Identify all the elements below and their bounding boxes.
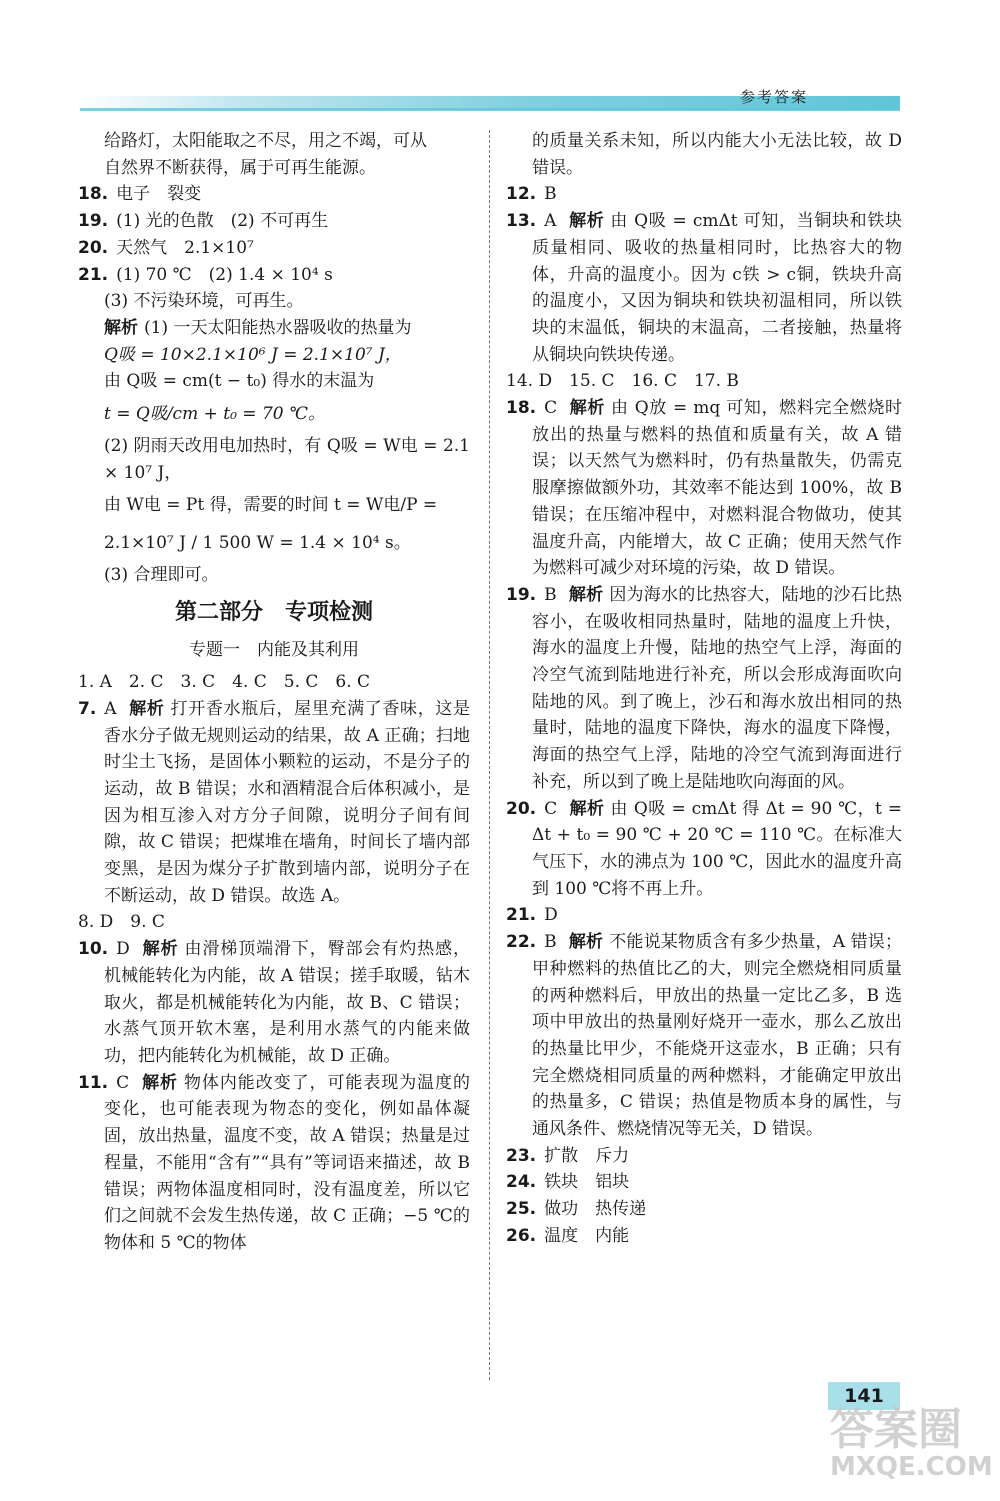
answer-18: 18. 电子 裂变 — [78, 184, 202, 205]
formula-line: 2.1×10⁷ J / 1 500 W = 1.4 × 10⁴ s。 — [104, 533, 411, 554]
answer-22: 22. B 解析 不能说某物质含有多少热量，A 错误；甲种燃料的热值比乙的大，则完全燃烧相同质量的两种燃料后，甲放出的热量一定比乙多，B 选项中甲放出的热量刚好烧开一壶水，那么乙放出的热量比甲少，不能烧开这壶水，B 正确；只有完全燃烧相同质量的两种燃料，才能确定甲放出的热量多，C 错误；热值是物质本身的属性，与通风条件、燃烧情况等无关，D 错误。 — [506, 932, 903, 1140]
answers-8-9: 8. D 9. C — [78, 912, 165, 933]
header-decor-line — [80, 108, 900, 111]
answer-20: 20. C 解析 由 Q吸 = cmΔt 得 Δt = 90 ℃，t = Δt + t₀ = 90 ℃ + 20 ℃ = 110 ℃。在标准大气压下，水的沸点为 100 ℃，因此水的温度升高到 100 ℃将不再上升。 — [506, 798, 902, 899]
answer-7: 7. A 解析 打开香水瓶后，屋里充满了香味，这是香水分子做无规则运动的结果，故 A 正确；扫地时尘土飞扬，是固体小颗粒的运动，不是分子的运动，故 B 错误；水和酒精混合后体积减小，是因为相互渗入对方分子间隙，说明分子间有间隙，故 C 错误；把煤堆在墙角，时间长了墙内部变黑，是因为煤分子扩散到墙内部，说明分子在不断运动，故 D 错误。故选 A。 — [78, 698, 471, 906]
column-divider — [489, 130, 490, 1380]
answer-13: 13. A 解析 由 Q吸 = cmΔt 可知，当铜块和铁块质量相同、吸收的热量相同时，比热容大的物体，升高的温度小。因为 c铁 > c铜，铁块升高的温度小，又因为铜块和铁块初温相同，所以铁块的末温低，铜块的末温高，二者接触，热量将从铜块向铁块传递。 — [506, 211, 903, 365]
answer-10: 10. D 解析 由滑梯顶端滑下，臀部会有灼热感，机械能转化为内能，故 A 错误；搓手取暖，钻木取火，都是机械能转化为内能，故 B、C 错误；水蒸气顶开软木塞，是利用水蒸气的内能来做功，把内能转化为机械能，故 D 正确。 — [78, 939, 471, 1066]
formula-line: 由 W电 = Pt 得，需要的时间 t = W电/P = — [104, 495, 438, 516]
text-line: 给路灯，太阳能取之不尽，用之不竭，可从 — [104, 131, 427, 151]
answer-19: 19. (1) 光的色散 (2) 不可再生 — [78, 211, 329, 232]
answer-21: 21. D — [506, 905, 558, 926]
answer-12: 12. B — [506, 184, 557, 205]
watermark-logo: 答案圈 MXQE.COM — [830, 1404, 993, 1482]
page-number: 141 — [828, 1382, 900, 1410]
text-line: 自然界不断获得，属于可再生能源。 — [104, 157, 376, 178]
answer-26: 26. 温度 内能 — [506, 1225, 630, 1246]
section-title: 第二部分 专项检测 — [174, 600, 373, 626]
header-title: 参考答案 — [740, 88, 809, 106]
text-line: (2) 阴雨天改用电加热时，有 Q吸 = W电 = 2.1 × 10⁷ J， — [104, 436, 470, 483]
right-column — [506, 128, 902, 1250]
answer-21-part3: (3) 不污染环境，可再生。 — [104, 291, 304, 312]
formula-line: Q吸 = 10×2.1×10⁶ J = 2.1×10⁷ J， — [104, 344, 402, 365]
analysis-21: 解析 (1) 一天太阳能热水器吸收的热量为 — [104, 317, 412, 338]
text-line: (3) 合理即可。 — [104, 565, 219, 586]
formula-line: t = Q吸/cm + t₀ = 70 ℃。 — [104, 404, 325, 425]
answers-14-17: 14. D 15. C 16. C 17. B — [506, 371, 739, 392]
answer-21: 21. (1) 70 ℃ (2) 1.4 × 10⁴ s — [78, 264, 333, 285]
answer-23: 23. 扩散 斥力 — [506, 1145, 630, 1166]
answer-19: 19. B 解析 因为海水的比热容大，陆地的沙石比热容小，在吸收相同热量时，陆地的温度上升快，海水的温度上升慢，陆地的热空气上浮，海面的冷空气流到陆地进行补充，所以会形成海面吹向陆地的风。到了晚上，沙石和海水放出相同的热量时，陆地的温度下降快，海水的温度下降慢，海面的热空气上浮，陆地的冷空气流到海面进行补充，所以到了晚上是陆地吹向海面的风。 — [506, 584, 903, 792]
text-line: 由 Q吸 = cm(t − t₀) 得水的末温为 — [104, 371, 375, 392]
answer-24: 24. 铁块 铝块 — [506, 1172, 630, 1193]
answer-18: 18. C 解析 由 Q放 = mq 可知，燃料完全燃烧时放出的热量与燃料的热值和质量有关，故 A 错误；以天然气为燃料时，仍有热量散失，仍需克服摩擦做额外功，其效率不能达到 100%，故 B 错误；在压缩冲程中，对燃料混合物做功，使其温度升高，内能增大，故 C 正确；使用天然气作为燃料可减少对环境的污染，故 D 错误。 — [506, 398, 902, 579]
answer-11: 11. C 解析 物体内能改变了，可能表现为温度的变化，也可能表现为物态的变化，例如晶体凝固，放出热量，温度不变，故 A 错误；热量是过程量，不能用“含有”“具有”等词语来描述，故 B 错误；两物体温度相同时，没有温度差，所以它们之间就不会发生热传递，故 C 正确；−5 ℃的物体和 5 ℃的物体 — [78, 1072, 471, 1253]
answer-25: 25. 做功 热传递 — [506, 1199, 647, 1220]
answer-20: 20. 天然气 2.1×10⁷ — [78, 237, 254, 258]
left-column — [78, 128, 470, 1257]
topic-title: 专题一 内能及其利用 — [189, 640, 359, 661]
text-line: 的质量关系未知，所以内能大小无法比较，故 D 错误。 — [532, 131, 902, 178]
answers-1-6: 1. A 2. C 3. C 4. C 5. C 6. C — [78, 672, 371, 693]
